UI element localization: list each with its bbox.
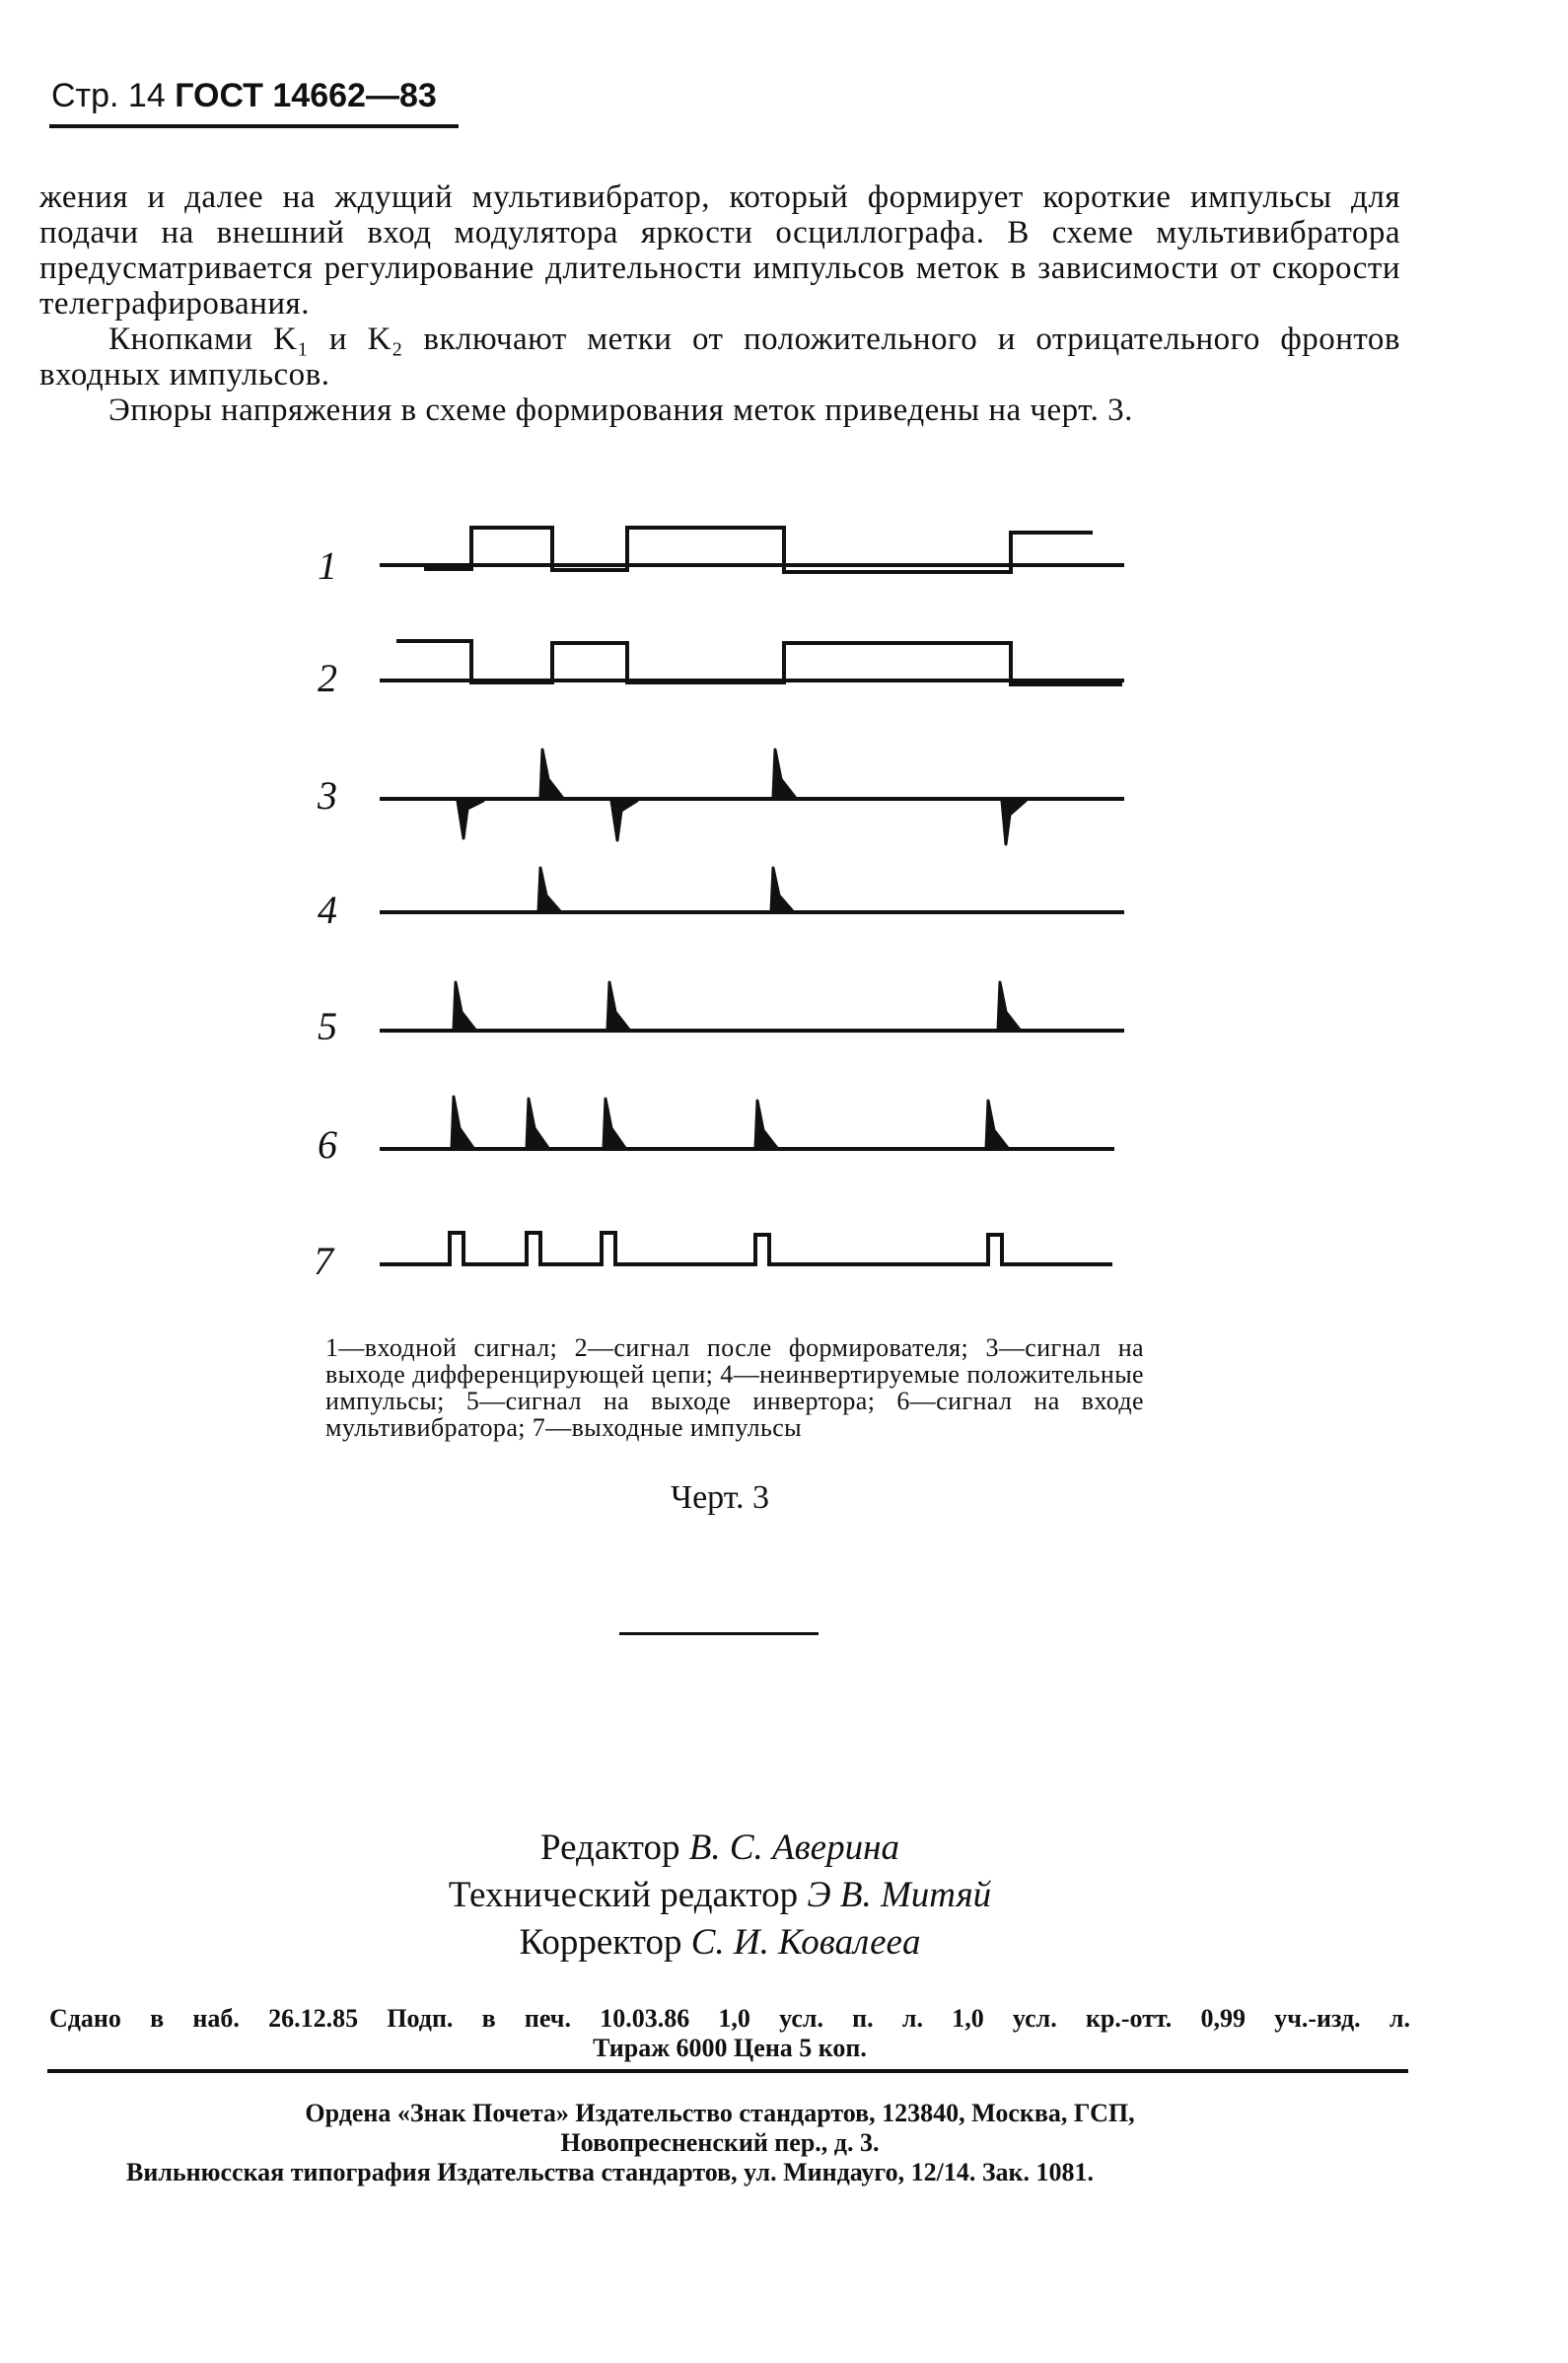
credit-name: С. И. Ковалеea xyxy=(690,1922,921,1963)
imprint-word: в xyxy=(150,2004,165,2033)
imprint-word: 26.12.85 xyxy=(268,2004,359,2033)
publisher-line-1: Ордена «Знак Почета» Издательство стандартов, 123840, Москва, ГСП, xyxy=(305,2099,1135,2127)
imprint-word: усл. xyxy=(779,2004,823,2033)
row-label-6: 6 xyxy=(318,1122,337,1167)
row-label-1: 1 xyxy=(318,543,337,588)
paragraph-2: Кнопками K₁ и K₂ включают метки от положительного и отрицательного фронтов входных импульсов. xyxy=(39,322,1400,393)
imprint-word: л. xyxy=(1389,2004,1410,2033)
page-header xyxy=(51,77,437,115)
imprint-word: печ. xyxy=(524,2004,571,2033)
credit-role: Технический редактор xyxy=(448,1875,799,1915)
body-text xyxy=(39,179,1400,428)
standard-number: ГОСТ 14662—83 xyxy=(175,77,437,114)
imprint-word: уч.-изд. xyxy=(1274,2004,1361,2033)
paragraph-1: жения и далее на ждущий мультивибратор, который формирует короткие импульсы для подачи на внешний вход модулятора яркости осциллографа. В схеме мультивибратора предусматривается регулирование длительности импульсов меток в зависимости от скорости телеграфирования. xyxy=(39,179,1400,322)
credits xyxy=(0,1825,1440,1967)
credit-corrector xyxy=(0,1919,1440,1967)
imprint-word: 1,0 xyxy=(718,2004,750,2033)
imprint-word: в xyxy=(481,2004,496,2033)
imprint xyxy=(49,2004,1410,2063)
page-number: Стр. 14 xyxy=(51,77,166,114)
imprint-word: 10.03.86 xyxy=(600,2004,690,2033)
spike-5-pos-2 xyxy=(607,982,629,1030)
publisher-line-2: Новопресненский пер., д. 3. xyxy=(560,2128,880,2157)
figure-caption: 1—входной сигнал; 2—сигнал после формирователя; 3—сигнал на выходе дифференцирующей цепи; 4—неинвертируемые положительные импульсы; 5—сигнал на выходе инвертора; 6—сигнал на входе мультивибратора; 7—выходные импульсы xyxy=(325,1333,1144,1442)
spike-3-pos-1 xyxy=(540,750,562,797)
publisher-line-3: Вильнюсская типография Издательства стандартов, ул. Миндауго, 12/14. Зак. 1081. xyxy=(126,2158,1095,2186)
waveform-2-signal xyxy=(396,641,1122,684)
header-rule xyxy=(49,124,459,128)
row-label-2: 2 xyxy=(318,656,337,700)
imprint-word: п. xyxy=(852,2004,874,2033)
imprint-word: Подп. xyxy=(387,2004,454,2033)
credit-tech-editor xyxy=(0,1872,1440,1919)
spike-5-pos-1 xyxy=(454,982,475,1030)
spike-6-pos-1 xyxy=(452,1097,473,1148)
row-label-5: 5 xyxy=(318,1004,337,1048)
imprint-word: 1,0 xyxy=(952,2004,984,2033)
spike-3-neg-2 xyxy=(611,801,637,840)
spike-5-pos-3 xyxy=(998,982,1020,1030)
row-label-3: 3 xyxy=(318,773,337,818)
imprint-word: кр.-отт. xyxy=(1085,2004,1173,2033)
credit-role: Корректор xyxy=(519,1922,682,1963)
imprint-rule xyxy=(47,2069,1408,2073)
section-divider xyxy=(619,1632,819,1635)
credit-role: Редактор xyxy=(540,1827,680,1868)
paragraph-3: Эпюры напряжения в схеме формирования меток приведены на черт. 3. xyxy=(108,393,1133,428)
imprint-word: усл. xyxy=(1012,2004,1057,2033)
spike-6-pos-2 xyxy=(527,1099,548,1148)
spike-6-pos-5 xyxy=(986,1101,1008,1148)
imprint-word: л. xyxy=(901,2004,923,2033)
row-label-4: 4 xyxy=(318,888,337,932)
spike-6-pos-4 xyxy=(755,1101,777,1148)
timing-diagram xyxy=(0,473,1568,1322)
imprint-line-1 xyxy=(49,2004,1410,2034)
spike-6-pos-3 xyxy=(604,1099,625,1148)
spike-3-pos-2 xyxy=(773,750,795,797)
imprint-line-2: Тираж 6000 Цена 5 коп. xyxy=(593,2034,867,2062)
credit-editor xyxy=(0,1825,1440,1872)
waveform-7-signal xyxy=(380,1233,1112,1264)
spike-4-pos-2 xyxy=(771,868,793,911)
spike-3-neg-3 xyxy=(1002,801,1026,844)
row-label-7: 7 xyxy=(314,1239,333,1283)
credit-name: Э В. Митяй xyxy=(807,1875,992,1915)
imprint-word: Сдано xyxy=(49,2004,121,2033)
imprint-word: 0,99 xyxy=(1200,2004,1247,2033)
imprint-word: наб. xyxy=(192,2004,240,2033)
spike-4-pos-1 xyxy=(538,868,560,911)
spike-3-neg-1 xyxy=(458,801,483,838)
credit-name: В. С. Аверина xyxy=(688,1827,899,1868)
figure-label: Черт. 3 xyxy=(670,1479,770,1516)
publisher-info xyxy=(0,2099,1440,2187)
